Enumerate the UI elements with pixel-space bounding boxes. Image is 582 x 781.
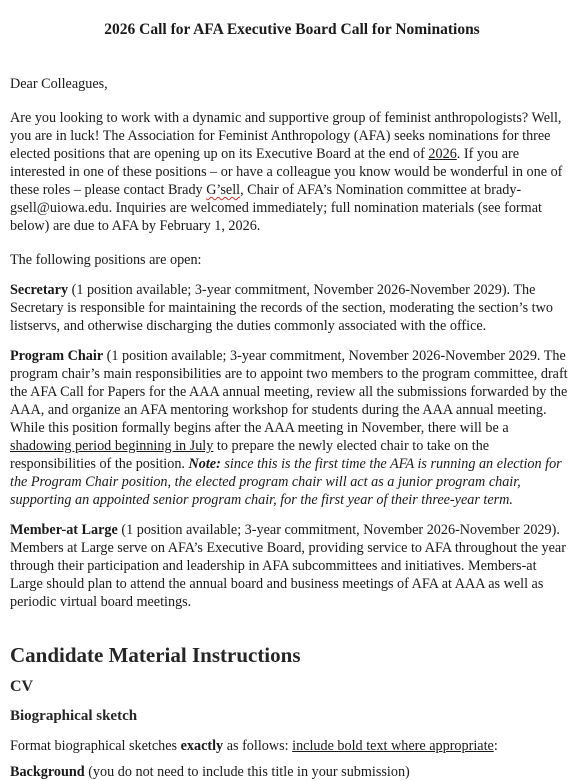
document-page [10, 0, 572, 781]
background-label: Background [10, 764, 85, 780]
year-link[interactable]: 2026 [428, 146, 457, 162]
program-chair-text-1: (1 position available; 3-year commitment, November 2026-November 2029. The program chair’s main responsibilities are to appoint two members to the program committee, draft the AFA Call for Papers for the AAA annual meeting, review all the submissions forwarded by the AAA, and organize an AFA mentoring workshop for students during the AAA annual meeting. While this position formally begins after the AAA meeting in November, there will be a [10, 348, 568, 436]
format-text-2: as follows: [223, 738, 293, 754]
intro-text-1: Are you looking to work with a dynamic and supportive group of feminist anthropologists? Well, you are in luck! The Association for Feminist Anthropology (AFA) seeks nominations for three elected positions that are opening up on its Executive Board at the end of [10, 110, 562, 162]
intro-text-2: . If you are interested in one of these positions – or have a colleague you know would be wonderful in one of these roles – please contact Brady [10, 146, 563, 198]
intro-paragraph [10, 109, 572, 235]
background-line [10, 763, 572, 781]
format-text-3: : [493, 738, 498, 754]
shadowing-period-link[interactable]: shadowing period beginning in July [10, 438, 214, 454]
cv-heading: CV [10, 678, 34, 695]
program-chair-paragraph [10, 347, 572, 509]
secretary-label: Secretary [10, 282, 69, 298]
member-at-large-paragraph [10, 521, 572, 611]
note-label: Note: [188, 456, 221, 472]
bio-heading: Biographical sketch [10, 708, 138, 724]
greeting: Dear Colleagues, [10, 76, 108, 92]
positions-intro: The following positions are open: [10, 252, 202, 268]
program-chair-text-2: to prepare the newly elected chair to take on the responsibilities of the position. [10, 438, 490, 472]
note-text: since this is the first time the AFA is running an election for the Program Chair position, the elected program chair will act as a junior program chair, supporting an appointed senior program chair, for the first year of their three-year term. [10, 456, 562, 508]
instructions-heading: Candidate Material Instructions [10, 643, 301, 667]
intro-text-3: , Chair of AFA’s Nomination committee at brady-gsell@uiowa.edu. Inquiries are welcomed immediately; full nomination materials (see format below) are due to AFA by February 1, 2026. [10, 182, 542, 234]
format-bold: exactly [180, 738, 224, 754]
format-instruction [10, 737, 572, 755]
secretary-paragraph [10, 281, 572, 335]
member-at-large-label: Member-at Large [10, 522, 118, 538]
format-link[interactable]: include bold text where appropriate [292, 738, 494, 754]
program-chair-label: Program Chair [10, 348, 104, 364]
secretary-text: (1 position available; 3-year commitment, November 2026-November 2029). The Secretary is responsible for maintaining the records of the section, moderating the section’s two listservs, and otherwise discharging the duties commonly associated with the office. [10, 282, 553, 334]
spelling-flag-surname[interactable]: G’sell [206, 182, 241, 198]
document-title: 2026 Call for AFA Executive Board Call for Nominations [104, 21, 480, 38]
format-text-1: Format biographical sketches [10, 738, 181, 754]
member-at-large-text: (1 position available; 3-year commitment, November 2026-November 2029). Members at Large serve on AFA’s Executive Board, providing service to AFA throughout the year through their participation and leadership in AFA subcommittees and initiatives. Members-at Large should plan to attend the annual board and business meetings of AFA at AAA as well as periodic virtual board meetings. [10, 522, 566, 610]
background-text: (you do not need to include this title in your submission) [84, 764, 410, 780]
